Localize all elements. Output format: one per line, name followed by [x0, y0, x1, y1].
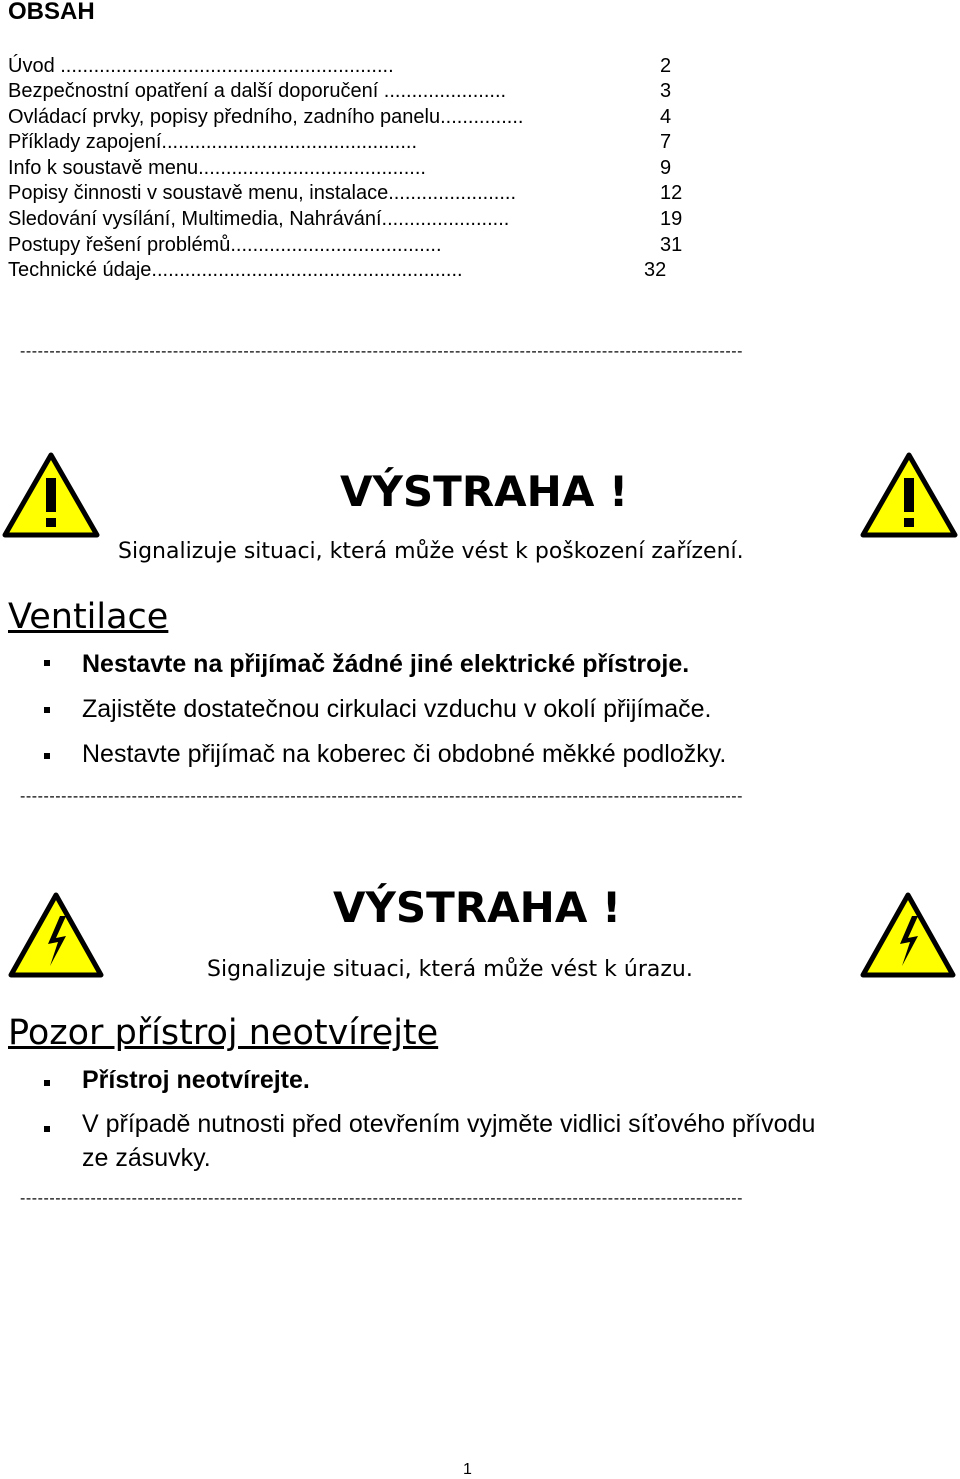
toc-entry[interactable]: Info k soustavě menu......................................... — [8, 157, 426, 179]
toc-page: 2 — [660, 55, 672, 77]
section-divider: --------------------------------------------------------------------------------------------------------------------------- — [20, 1190, 744, 1207]
section-divider: --------------------------------------------------------------------------------------------------------------------------- — [20, 343, 744, 360]
toc-page: 9 — [660, 157, 672, 179]
list-item: Přístroj neotvírejte. — [82, 1066, 310, 1094]
toc-entry[interactable]: Sledování vysílání, Multimedia, Nahrávání....................... — [8, 208, 510, 230]
section-title-ventilation: Ventilace — [8, 597, 169, 637]
toc-entry[interactable]: Příklady zapojení.............................................. — [8, 131, 418, 153]
toc-page: 19 — [660, 208, 683, 230]
warning-description: Signalizuje situaci, která může vést k úrazu. — [207, 957, 693, 982]
toc-heading: OBSAH — [8, 0, 95, 25]
toc-page: 3 — [660, 80, 672, 102]
toc-entry[interactable]: Bezpečnostní opatření a další doporučení ...................... — [8, 80, 507, 102]
high-voltage-warning-icon — [860, 892, 956, 978]
toc-page: 4 — [660, 106, 672, 128]
toc-entry[interactable]: Ovládací prvky, popisy předního, zadního panelu............... — [8, 106, 524, 128]
toc-page: 32 — [644, 259, 667, 281]
bullet-icon — [44, 753, 50, 759]
toc-entry[interactable]: Popisy činnosti v soustavě menu, instalace....................... — [8, 182, 516, 204]
list-item: V případě nutnosti před otevřením vyjměte vidlici síťového přívodu — [82, 1110, 816, 1138]
bullet-icon — [44, 1126, 50, 1132]
toc-entry[interactable]: Úvod ............................................................ — [8, 55, 394, 77]
exclamation-warning-icon — [2, 452, 100, 538]
bullet-icon — [44, 1080, 50, 1086]
exclamation-warning-icon — [860, 452, 958, 538]
list-item: Nestavte přijímač na koberec či obdobné měkké podložky. — [82, 740, 727, 768]
list-item-continuation: ze zásuvky. — [82, 1144, 211, 1172]
high-voltage-warning-icon — [8, 892, 104, 978]
page-number: 1 — [463, 1461, 472, 1478]
section-title-caution: Pozor přístroj neotvírejte — [8, 1013, 439, 1053]
list-item: Zajistěte dostatečnou cirkulaci vzduchu v okolí přijímače. — [82, 695, 712, 723]
bullet-icon — [44, 707, 50, 713]
toc-entry[interactable]: Technické údaje........................................................ — [8, 259, 463, 281]
toc-page: 7 — [660, 131, 672, 153]
warning-description: Signalizuje situaci, která může vést k poškození zařízení. — [118, 539, 744, 564]
section-divider: --------------------------------------------------------------------------------------------------------------------------- — [20, 788, 744, 805]
toc-page: 31 — [660, 234, 683, 256]
warning-title: VÝSTRAHA ! — [340, 467, 629, 516]
warning-title: VÝSTRAHA ! — [333, 883, 622, 932]
toc-entry[interactable]: Postupy řešení problémů...................................... — [8, 234, 442, 256]
bullet-icon — [44, 660, 50, 666]
list-item: Nestavte na přijímač žádné jiné elektrické přístroje. — [82, 650, 690, 678]
toc-page: 12 — [660, 182, 683, 204]
